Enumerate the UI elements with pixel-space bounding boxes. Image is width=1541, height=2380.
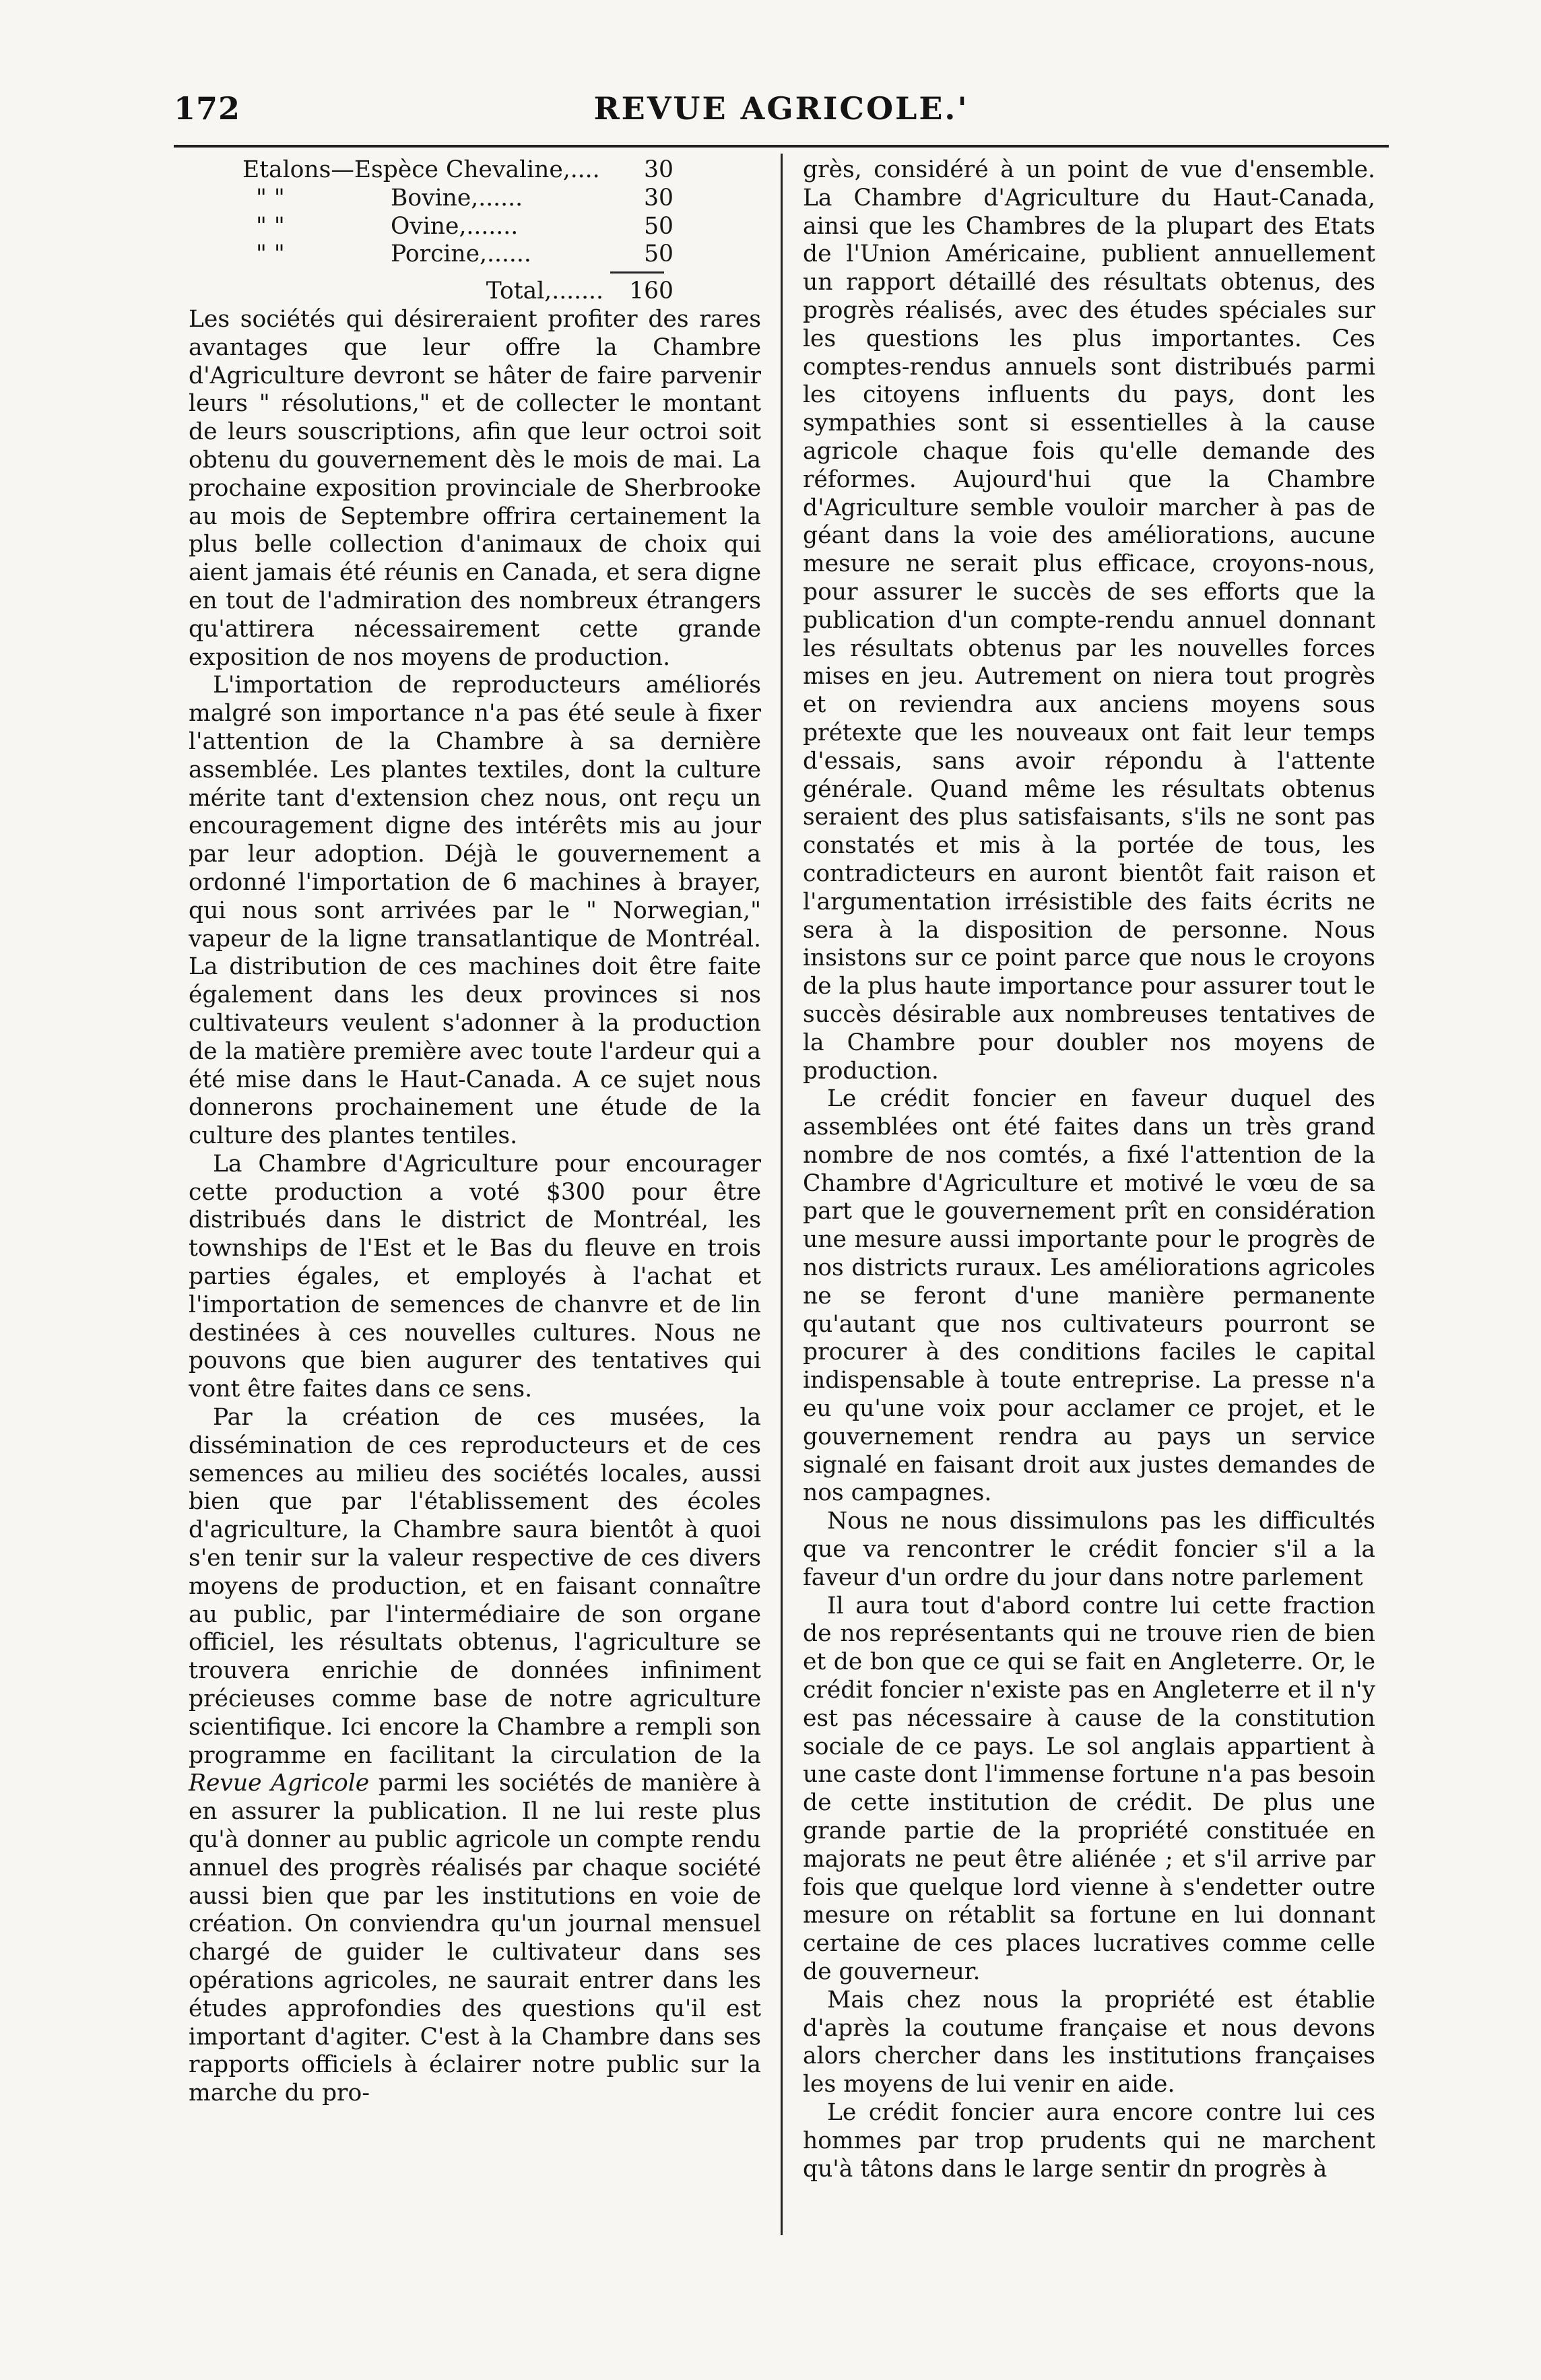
paragraph: Les sociétés qui désireraient profiter des rares avantages que leur offre la Chambre d'Agriculture devront se hâter de faire parvenir leurs " résolutions," et de collecter le montant de leurs souscriptions, afin que leur octroi soit obtenu du gouvernement dès le mois de mai. La prochaine exposition provinciale de Sherbrooke au mois de Septembre offrira certainement la plus belle collection d'animaux de choix qui aient jamais été réunis en Canada, et sera digne en tout de l'admiration des nombreux étrangers qu'attirera nécessairement cette grande exposition de nos moyens de production.	[189, 305, 761, 671]
paragraph: Il aura tout d'abord contre lui cette fraction de nos représentants qui ne trouve rien de bien et de bon que ce qui se fait en Angleterre. Or, le crédit foncier n'existe pas en Angleterre et il n'y est pas nécessaire à cause de la constitution sociale de ce pays. Le sol anglais appartient à une caste dont l'immense fortune n'a pas besoin de cette institution de crédit. De plus une grande partie de la propriété constituée en majorats ne peut être aliénée ; et s'il arrive par fois que quelque lord vienne à s'endetter outre mesure on rétablit sa fortune en lui donnant certaine de ces places lucratives comme celle de gouverneur.	[803, 1592, 1375, 1985]
stallion-stats-table	[189, 156, 761, 306]
ditto-marks: " "	[256, 184, 285, 212]
column-divider	[781, 154, 783, 2235]
stats-total-row	[189, 278, 761, 306]
sum-rule	[610, 271, 664, 274]
total-value: 160	[629, 278, 674, 305]
stats-label: Etalons—Espèce Chevaline,....	[242, 156, 600, 183]
paragraph: L'importation de reproducteurs améliorés malgré son importance n'a pas été seule à fixer l'attention de la Chambre à sa dernière assemblée. Les plantes textiles, dont la culture mérite tant d'extension chez nous, ont reçu un encouragement digne des intérêts mis au jour par leur adoption. Déjà le gouvernement a ordonné l'importation de 6 machines à brayer, qui nous sont arrivées par le " Norwegian," vapeur de la ligne transatlantique de Montréal. La distribution de ces machines doit être faite également dans les deux provinces si nos cultivateurs veulent s'adonner à la production de la matière première avec toute l'ardeur qui a été mise dans le Haut-Canada. A ce sujet nous donnerons prochainement une étude de la culture des plantes tentiles.	[189, 672, 761, 1150]
paragraph: Le crédit foncier en faveur duquel des assemblées ont été faites dans un très grand nombre de nos comtés, a fixé l'attention de la Chambre d'Agriculture et motivé le vœu de sa part que le gouvernement prît en considération une mesure aussi importante pour le progrès de nos districts ruraux. Les améliorations agricoles ne se feront d'une manière permanente qu'autant que nos cultivateurs pourront se procurer à des conditions faciles le capital indispensable à toute entreprise. La presse n'a eu qu'une voix pour acclamer ce projet, et le gouvernement rendra au pays un service signalé en faisant droit aux justes demandes de nos campagnes.	[803, 1085, 1375, 1507]
header-rule	[174, 145, 1389, 148]
stats-label: Ovine,.......	[391, 212, 519, 240]
journal-title: Revue Agricole	[189, 1770, 370, 1797]
paragraph-continuation: grès, considéré à un point de vue d'ensemble. La Chambre d'Agriculture du Haut-Canada, ainsi que les Chambres de la plupart des Etats de l'Union Américaine, publient annuellement un rapport détaillé des résultats obtenus, des progrès réalisés, avec des études spéciales sur les questions les plus importantes. Ces comptes-rendus annuels sont distribués parmi les citoyens influents du pays, dont les sympathies sont si essentielles à la cause agricole chaque fois qu'elle demande des réformes. Aujourd'hui que la Chambre d'Agriculture semble vouloir marcher à pas de géant dans la voie des améliorations, aucune mesure ne serait plus efficace, croyons-nous, pour assurer le succès de ses efforts que la publication d'un compte-rendu annuel donnant les résultats obtenus par les nouvelles forces mises en jeu. Autrement on niera tout progrès et on reviendra aux anciens moyens sous prétexte que les nouveaux ont fait leur temps d'essais, sans avoir répondu à l'attente générale. Quand même les résultats obtenus seraient des plus satisfaisants, s'ils ne sont pas constatés et mis à la portée de tous, les contradicteurs en auront bientôt fait raison et l'argumentation irrésistible des faits écrits ne sera à la disposition de personne. Nous insistons sur ce point parce que nous le croyons de la plus haute importance pour assurer tout le succès désirable aux nombreuses tentatives de la Chambre pour doubler nos moyens de production.	[803, 156, 1375, 1085]
page-header	[174, 79, 1389, 133]
stats-row	[189, 240, 761, 269]
stats-label-group	[189, 185, 613, 213]
stats-row	[189, 213, 761, 241]
ditto-marks: " "	[256, 240, 285, 268]
stats-row	[189, 185, 761, 213]
paragraph	[189, 1404, 761, 2108]
paragraph: Nous ne nous dissimulons pas les difficultés que va rencontrer le crédit foncier s'il a la faveur d'un ordre du jour dans notre parlement	[803, 1508, 1375, 1591]
paragraph-text: parmi les sociétés de manière à en assurer la publication. Il ne lui reste plus qu'à donner au public agricole un compte rendu annuel des progrès réalisés par chaque société aussi bien que par les institutions en voie de création. On conviendra qu'un journal mensuel chargé de guider le cultivateur dans ses opérations agricoles, ne saurait entrer dans les études approfondies des questions qu'il est important d'agiter. C'est à la Chambre dans ses rapports officiels à éclairer notre public sur la marche du pro-	[189, 1770, 761, 2107]
stats-value: 50	[644, 212, 674, 240]
stats-value: 50	[644, 240, 674, 268]
paragraph: La Chambre d'Agriculture pour encourager cette production a voté $300 pour être distribués dans le district de Montréal, les townships de l'Est et le Bas du fleuve en trois parties égales, et employés à l'achat et l'importation de semences de chanvre et de lin destinées à ces nouvelles cultures. Nous ne pouvons que bien augurer des tentatives qui vont être faites dans ce sens.	[189, 1150, 761, 1403]
ditto-marks: " "	[256, 212, 285, 240]
page-number: 172	[174, 90, 241, 127]
stats-value: 30	[644, 184, 674, 212]
paragraph-text: Par la création de ces musées, la dissémination de ces reproducteurs et de ces semences au milieu des sociétés locales, aussi bien que par l'établissement des écoles d'agriculture, la Chambre saura bientôt à quoi s'en tenir sur la valeur respective de ces divers moyens de production, et en faisant connaître au public, par l'intermédiaire de son organe officiel, les résultats obtenus, l'agriculture se trouvera enrichie de données infiniment précieuses comme base de notre agriculture scientifique. Ici encore la Chambre a rempli son programme en facilitant la circulation de la	[189, 1404, 761, 1769]
running-title: REVUE AGRICOLE.'	[593, 90, 969, 127]
total-label: Total,.......	[486, 278, 603, 305]
paragraph: Le crédit foncier aura encore contre lui ces hommes par trop prudents qui ne marchent qu'à tâtons dans le large sentir dn progrès à	[803, 2098, 1375, 2183]
stats-row	[189, 156, 761, 185]
stats-label: Porcine,......	[391, 240, 531, 268]
stats-label-group	[189, 240, 613, 269]
stats-value: 30	[644, 156, 674, 183]
paragraph: Mais chez nous la propriété est établie d'après la coutume française et nous devons alors chercher dans les institutions françaises les moyens de lui venir en aide.	[803, 1986, 1375, 2098]
stats-label: Bovine,......	[391, 184, 523, 212]
stats-label-group	[189, 213, 613, 241]
right-column	[803, 156, 1375, 2183]
left-column	[189, 156, 761, 2108]
